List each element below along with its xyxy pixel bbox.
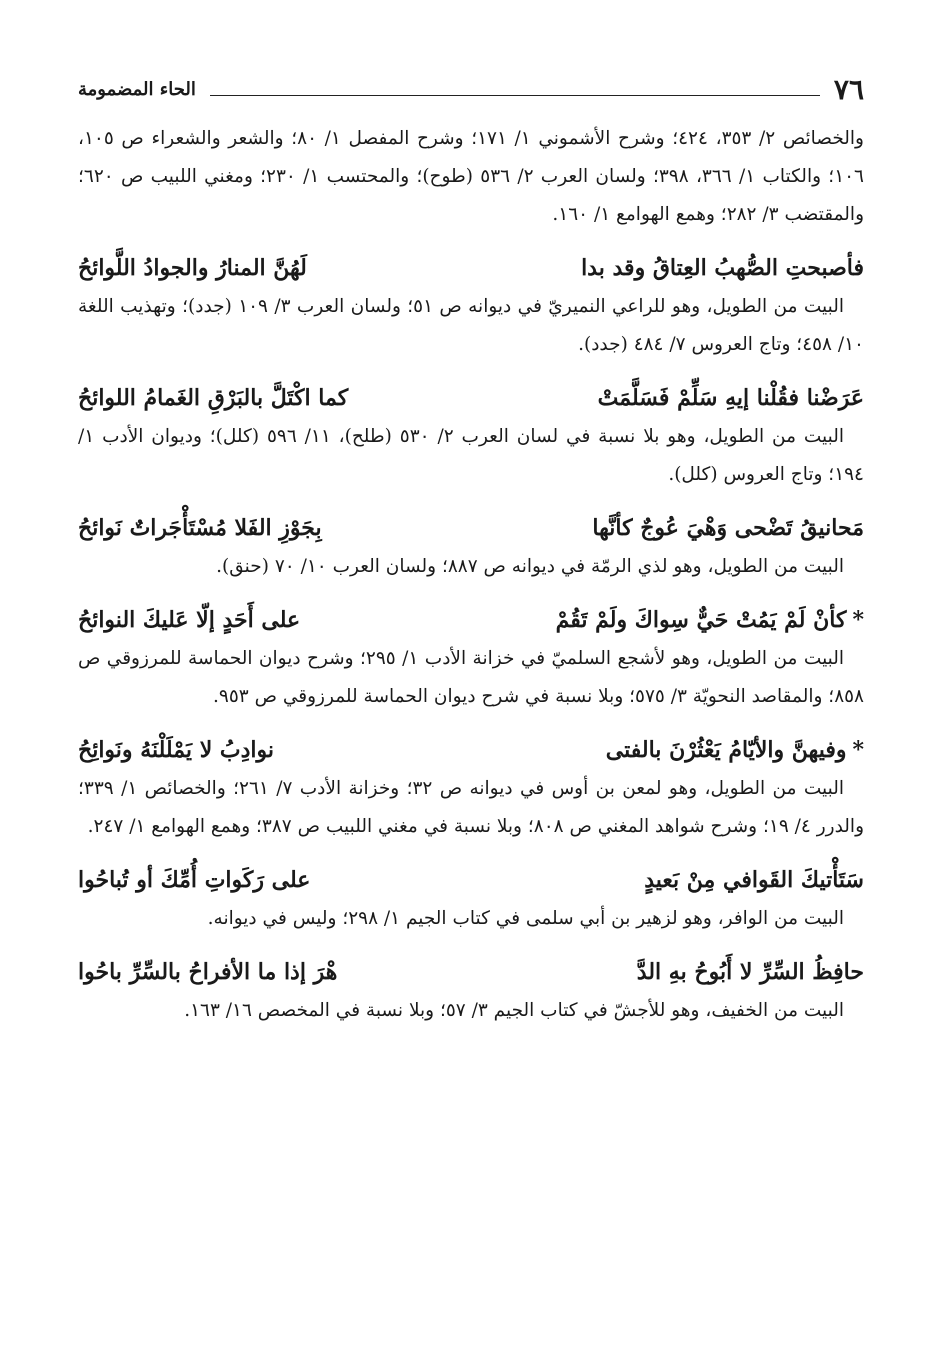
first-hemistich: فأصبحتِ الصُّهبُ العِتاقُ وقد بدا [581,255,864,281]
verse-note: البيت من الطويل، وهو لذي الرمّة في ديوانه ص ٨٨٧؛ ولسان العرب ١٠/ ٧٠ (حنق). [216,556,844,577]
verse-line [78,248,864,288]
page-header [78,70,864,108]
header-rule [210,95,820,96]
verse-line [78,378,864,418]
verse-entry [78,248,864,364]
verse-entry [78,600,864,716]
verse-line [78,730,864,770]
verse-line [78,860,864,900]
page-number: ٧٦ [833,72,864,106]
second-hemistich: على رَكَواتِ أُمِّكَ أو تُباحُوا [78,867,311,893]
verse-line [78,600,864,640]
verse-entry [78,730,864,846]
verse-note: البيت من الطويل، وهو بلا نسبة في لسان العرب ٢/ ٥٣٠ (طلح)، ١١/ ٥٩٦ (كلل)؛ وديوان الأدب ١/ ١٩٤؛ وتاج العروس (كلل). [78,426,864,485]
first-hemistich: مَحانيقُ تَضْحى وَهْيَ عُوجٌ كأنَّها [592,515,864,541]
star-mark: * [852,737,864,763]
first-hemistich: *كأنْ لَمْ يَمُتْ حَيٌّ سِواكَ ولَمْ تَقُمْ [555,607,864,633]
verse-note: البيت من الطويل، وهو لأشجع السلميّ في خزانة الأدب ١/ ٢٩٥؛ وشرح ديوان الحماسة للمرزوقي ص ٨٥٨؛ والمقاصد النحويّة ٣/ ٥٧٥؛ وبلا نسبة في شرح ديوان الحماسة للمرزوقي ص ٩٥٣. [78,648,864,707]
verse-note: البيت من الخفيف، وهو للأجشّ في كتاب الجيم ٣/ ٥٧؛ وبلا نسبة في المخصص ١٦/ ١٦٣. [184,1000,844,1021]
verse-note: البيت من الوافر، وهو لزهير بن أبي سلمى في كتاب الجيم ١/ ٢٩٨؛ وليس في ديوانه. [207,908,844,929]
verse-line [78,508,864,548]
verse-entry [78,508,864,586]
second-hemistich: لَهُنَّ المنارُ والجوادُ اللَّوائحُ [78,255,307,281]
second-hemistich: بِجَوْزِ الفَلا مُسْتَأْجَراتٌ نَوائحُ [78,515,322,541]
verse-line [78,952,864,992]
second-hemistich: نوادِبُ لا يَمْلَلْنَهُ ونَوائِحُ [78,737,275,763]
book-page [78,70,864,1030]
second-hemistich: هْرَ إذا ما الأفراحُ بالسِّرِّ باحُوا [78,959,338,985]
verse-entry [78,378,864,494]
running-title: الحاء المضمومة [78,78,196,100]
verse-entry [78,952,864,1030]
first-hemistich: حافِظُ السِّرِّ لا أَبُوحُ بهِ الدَّ [636,959,864,985]
verse-note: البيت من الطويل، وهو للراعي النميريّ في ديوانه ص ٥١؛ ولسان العرب ٣/ ١٠٩ (جدد)؛ وتهذيب اللغة ١٠/ ٤٥٨؛ وتاج العروس ٧/ ٤٨٤ (جدد). [78,296,864,355]
second-hemistich: كما اكْتَلَّ بالبَرْقِ الغَمامُ اللوائحُ [78,385,349,411]
star-mark: * [852,607,864,633]
first-hemistich: عَرَضْنا فقُلْنا إيهِ سَلِّمْ فَسَلَّمَتْ [597,385,864,411]
first-hemistich: *وفيهنَّ والأيّامُ يَعْثُرْنَ بالفتى [605,737,864,763]
second-hemistich: على أَحَدٍ إلّا عَليكَ النوائحُ [78,607,301,633]
verse-note: البيت من الطويل، وهو لمعن بن أوس في ديوانه ص ٣٢؛ وخزانة الأدب ٧/ ٢٦١؛ والخصائص ١/ ٣٣٩؛ والدرر ٤/ ١٩؛ وشرح شواهد المغني ص ٨٠٨؛ وبلا نسبة في مغني اللبيب ص ٣٨٧؛ وهمع الهوامع ١/ ٢٤٧. [78,778,864,837]
verse-entry [78,860,864,938]
intro-paragraph: والخصائص ٢/ ٣٥٣، ٤٢٤؛ وشرح الأشموني ١/ ١٧١؛ وشرح المفصل ١/ ٨٠؛ والشعر والشعراء ص ١٠٥، ١٠٦؛ والكتاب ١/ ٣٦٦، ٣٩٨؛ ولسان العرب ٢/ ٥٣٦ (طوح)؛ والمحتسب ١/ ٢٣٠؛ ومغني اللبيب ص ٦٢٠؛ والمقتضب ٣/ ٢٨٢؛ وهمع الهوامع ١/ ١٦٠. [78,128,864,225]
first-hemistich: سَتَأْتيكَ القَوافي مِنْ بَعيدٍ [644,867,864,893]
